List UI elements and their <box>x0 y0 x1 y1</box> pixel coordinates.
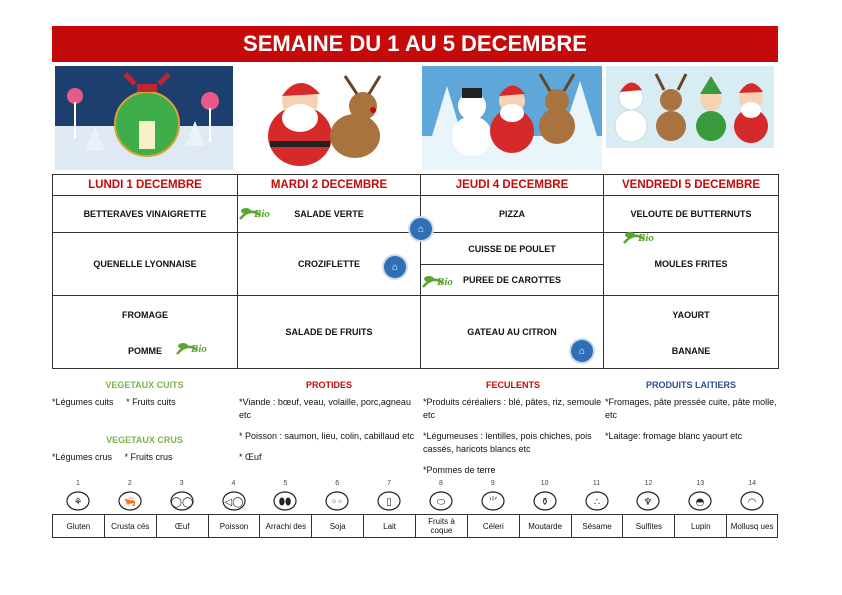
plat-vendredi: Bio MOULES FRITES <box>604 233 779 296</box>
menu-table <box>52 174 779 369</box>
category-title-vegetaux-cuits: VEGETAUX CUITS <box>105 380 184 390</box>
milk-icon <box>363 488 415 514</box>
allergen-number: 6 <box>335 480 340 487</box>
bio-logo-icon <box>421 271 463 293</box>
fish-icon <box>208 488 260 514</box>
entree-lundi: BETTERAVES VINAIGRETTE <box>53 196 238 233</box>
home-made-icon: ⌂ <box>410 218 432 240</box>
christmas-house-image <box>55 66 233 170</box>
allergen-name: Mollusq ues <box>726 514 778 537</box>
allergen-name: Gluten <box>52 514 104 537</box>
allergen-name: Crusta cés <box>104 514 156 537</box>
allergen-number: 14 <box>748 480 756 487</box>
bio-logo-icon <box>238 203 280 225</box>
allergen-name: Soja <box>311 514 363 537</box>
allergen-number: 9 <box>490 480 495 487</box>
bio-logo-icon <box>622 227 664 249</box>
egg-icon <box>156 488 208 514</box>
allergen-item <box>156 480 208 537</box>
allergen-number: 4 <box>231 480 236 487</box>
svg-text:◦◦: ◦◦ <box>331 497 344 508</box>
allergen-name: Sulfites <box>622 514 674 537</box>
allergen-name: Lupin <box>674 514 726 537</box>
svg-text:⬭: ⬭ <box>436 497 446 508</box>
home-made-icon: ⌂ <box>571 340 593 362</box>
allergen-number: 11 <box>592 480 601 487</box>
allergen-item <box>311 480 363 537</box>
svg-text:∴: ∴ <box>593 497 600 508</box>
shell-icon <box>726 488 778 514</box>
santa-reindeer-image <box>245 66 405 170</box>
allergen-number: 1 <box>75 480 80 487</box>
category-items: *Légumes cuits * Fruits cuits <box>52 397 176 407</box>
allergen-legend <box>52 480 778 538</box>
category-items: *Légumes crus * Fruits crus <box>52 452 173 462</box>
day-header-vendredi: VENDREDI 5 DECEMBRE <box>604 175 779 196</box>
sesame-icon <box>571 488 623 514</box>
allergen-name: Sésame <box>571 514 623 537</box>
shrimp-icon <box>104 488 156 514</box>
allergen-number: 8 <box>438 480 443 487</box>
svg-text:◯◯: ◯◯ <box>170 497 193 508</box>
svg-text:⚱: ⚱ <box>540 497 549 508</box>
dessert-vendredi: YAOURT BANANE <box>604 296 779 369</box>
entree-mardi: Bio SALADE VERTE ⌂ <box>238 196 421 233</box>
category-protides: PROTIDES *Viande : bœuf, veau, volaille, porc,agneau etc * Poisson : saumon, lieu, colin, cabillaud etc * Œuf <box>239 380 415 462</box>
category-feculents: FECULENTS *Produits céréaliers : blé, pâtes, riz, semoule etc *Légumeuses : lentilles, pois chiches, pois cassés, haricots blancs etc *Pommes de terre <box>423 380 602 475</box>
plat-jeudi-1: CUISSE DE POULET <box>421 233 604 265</box>
allergen-item <box>208 480 260 537</box>
allergen-name: Lait <box>363 514 415 537</box>
svg-text:⺌: ⺌ <box>487 497 498 508</box>
entree-jeudi: PIZZA <box>421 196 604 233</box>
entree-vendredi: VELOUTE DE BUTTERNUTS <box>604 196 779 233</box>
allergen-number: 2 <box>127 480 132 487</box>
soy-icon <box>311 488 363 514</box>
home-made-icon: ⌂ <box>384 256 406 278</box>
mustard-icon <box>519 488 571 514</box>
celery-icon <box>467 488 519 514</box>
plat-jeudi-2: Bio PUREE DE CAROTTES <box>421 265 604 296</box>
category-vegetaux <box>52 380 237 472</box>
allergen-name: Fruits à coque <box>415 514 467 537</box>
allergen-item <box>259 480 311 537</box>
svg-text:⬮⬮: ⬮⬮ <box>279 497 292 508</box>
svg-text:Bio: Bio <box>638 232 654 244</box>
allergen-name: Poisson <box>208 514 260 537</box>
allergen-number: 5 <box>283 480 288 487</box>
allergen-number: 12 <box>644 480 653 487</box>
snowman-santa-image <box>422 66 602 170</box>
day-header-mardi: MARDI 2 DECEMBRE <box>238 175 421 196</box>
nut-icon <box>415 488 467 514</box>
svg-text:🦐: 🦐 <box>123 497 137 508</box>
allergen-item <box>52 480 104 537</box>
allergen-number: 3 <box>179 480 184 487</box>
svg-text:⚘: ⚘ <box>73 497 83 508</box>
day-header-jeudi: JEUDI 4 DECEMBRE <box>421 175 604 196</box>
svg-text:Bio: Bio <box>254 208 270 220</box>
plat-mardi: CROZIFLETTE ⌂ <box>238 233 421 296</box>
wheat-icon <box>52 488 104 514</box>
allergen-name: Moutarde <box>519 514 571 537</box>
svg-text:◁◯: ◁◯ <box>224 497 243 508</box>
peanut-icon <box>259 488 311 514</box>
allergen-name: Œuf <box>156 514 208 537</box>
allergen-number: 13 <box>696 480 705 487</box>
allergen-item <box>363 480 415 537</box>
allergen-name: Arrachi des <box>259 514 311 537</box>
allergen-number: 10 <box>540 480 549 487</box>
plat-lundi: QUENELLE LYONNAISE <box>53 233 238 296</box>
allergen-item <box>674 480 726 537</box>
allergen-item <box>726 480 778 537</box>
christmas-characters-image <box>606 66 774 170</box>
svg-text:◠: ◠ <box>747 497 757 508</box>
lupin-icon <box>674 488 726 514</box>
allergen-number: 7 <box>387 480 392 487</box>
dessert-jeudi: GATEAU AU CITRON ⌂ <box>421 296 604 369</box>
allergen-item <box>622 480 674 537</box>
svg-text:♆: ♆ <box>643 497 653 508</box>
svg-text:▯: ▯ <box>386 497 392 508</box>
dessert-lundi: FROMAGE POMME Bio <box>53 296 238 369</box>
page-title: SEMAINE DU 1 AU 5 DECEMBRE <box>52 26 778 62</box>
allergen-item <box>415 480 467 537</box>
allergen-item <box>467 480 519 537</box>
category-title-vegetaux-crus: VEGETAUX CRUS <box>106 435 183 445</box>
bio-logo-icon <box>175 338 217 360</box>
day-header-lundi: LUNDI 1 DECEMBRE <box>53 175 238 196</box>
svg-text:Bio: Bio <box>191 343 207 355</box>
wine-icon <box>622 488 674 514</box>
allergen-item <box>519 480 571 537</box>
dessert-mardi: SALADE DE FRUITS <box>238 296 421 369</box>
allergen-item <box>104 480 156 537</box>
allergen-item <box>571 480 623 537</box>
svg-text:◓: ◓ <box>695 497 705 508</box>
allergen-name: Céleri <box>467 514 519 537</box>
svg-text:Bio: Bio <box>437 276 453 288</box>
category-produits-laitiers: PRODUITS LAITIERS *Fromages, pâte pressée cuite, pâte molle, etc *Laitage: fromage blanc yaourt etc <box>605 380 777 441</box>
